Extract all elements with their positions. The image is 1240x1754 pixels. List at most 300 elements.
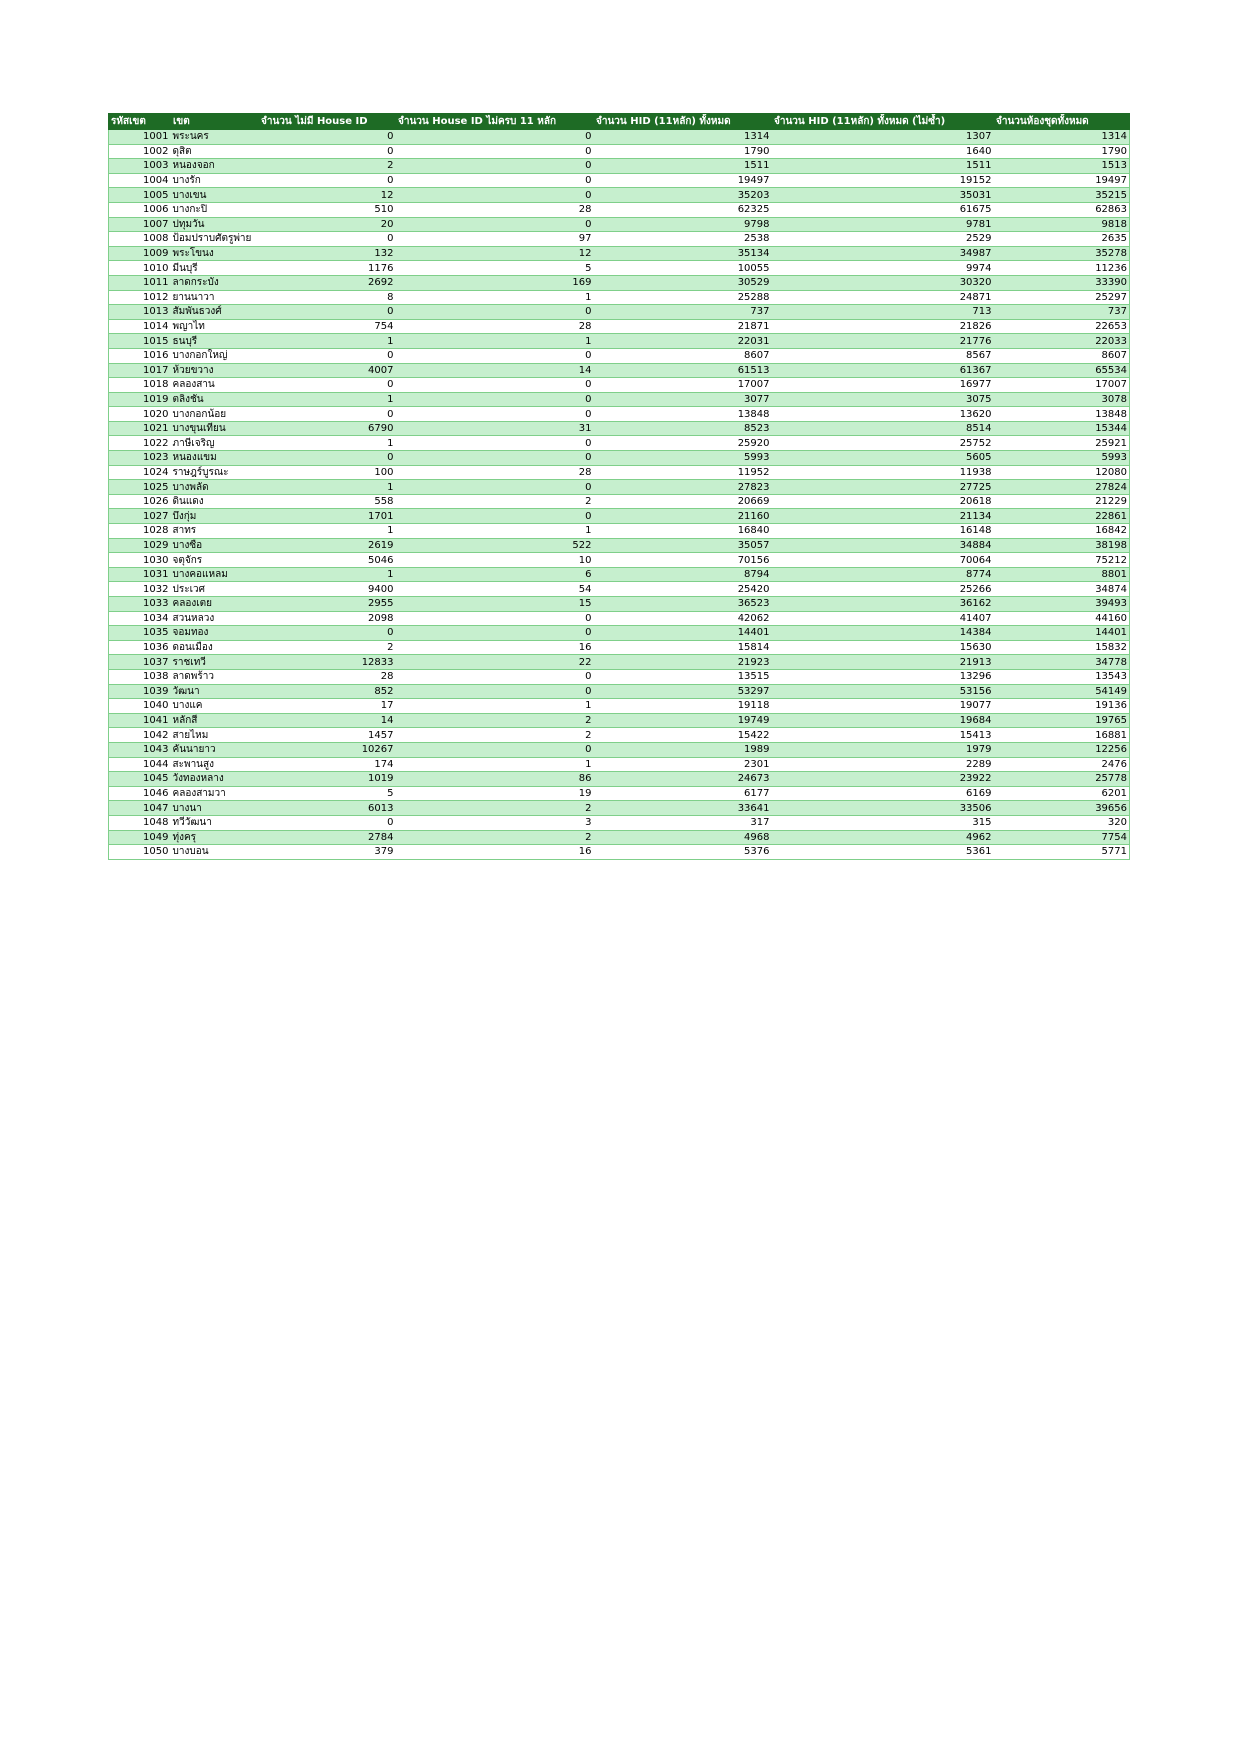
no-house-id-cell: 1176 [259,261,396,276]
no-house-id-cell: 2098 [259,611,396,626]
no-house-id-cell: 0 [259,451,396,466]
table-row [109,319,1130,334]
hid-total-cell: 2538 [594,232,772,247]
condo-total-cell: 22861 [994,509,1130,524]
hid-total-cell: 25920 [594,436,772,451]
incomplete-house-id-cell: 0 [396,451,594,466]
hid-total-cell: 19749 [594,713,772,728]
hid-total-cell: 13848 [594,407,772,422]
district-code-cell: 1046 [109,786,171,801]
column-header: จำนวน HID (11หลัก) ทั้งหมด [594,114,772,130]
incomplete-house-id-cell: 28 [396,319,594,334]
no-house-id-cell: 852 [259,684,396,699]
hid-unique-cell: 1307 [772,130,994,145]
district-name-cell: พระโขนง [171,246,259,261]
condo-total-cell: 13543 [994,669,1130,684]
district-code-cell: 1015 [109,334,171,349]
column-header: รหัสเขต [109,114,171,130]
hid-total-cell: 8794 [594,567,772,582]
district-name-cell: บางคอแหลม [171,567,259,582]
incomplete-house-id-cell: 0 [396,480,594,495]
hid-unique-cell: 4962 [772,830,994,845]
hid-total-cell: 21923 [594,655,772,670]
table-row [109,188,1130,203]
district-name-cell: บางเขน [171,188,259,203]
table-row [109,538,1130,553]
incomplete-house-id-cell: 0 [396,378,594,393]
hid-total-cell: 16840 [594,524,772,539]
condo-total-cell: 65534 [994,363,1130,378]
incomplete-house-id-cell: 0 [396,130,594,145]
district-code-cell: 1039 [109,684,171,699]
table-row [109,494,1130,509]
incomplete-house-id-cell: 1 [396,334,594,349]
hid-total-cell: 70156 [594,553,772,568]
district-name-cell: คลองเตย [171,597,259,612]
district-name-cell: ธนบุรี [171,334,259,349]
district-code-cell: 1025 [109,480,171,495]
hid-unique-cell: 13620 [772,407,994,422]
district-code-cell: 1029 [109,538,171,553]
condo-total-cell: 35278 [994,246,1130,261]
no-house-id-cell: 1457 [259,728,396,743]
district-name-cell: ตลิ่งชัน [171,392,259,407]
district-code-cell: 1021 [109,421,171,436]
district-name-cell: บึงกุ่ม [171,509,259,524]
hid-unique-cell: 24871 [772,290,994,305]
column-header: เขต [171,114,259,130]
table-row [109,465,1130,480]
header-row [109,114,1130,130]
no-house-id-cell: 1 [259,334,396,349]
incomplete-house-id-cell: 10 [396,553,594,568]
no-house-id-cell: 17 [259,699,396,714]
no-house-id-cell: 1 [259,567,396,582]
incomplete-house-id-cell: 2 [396,728,594,743]
condo-total-cell: 1790 [994,144,1130,159]
table-row [109,509,1130,524]
incomplete-house-id-cell: 0 [396,509,594,524]
district-name-cell: หลักสี่ [171,713,259,728]
hid-total-cell: 21160 [594,509,772,524]
hid-unique-cell: 11938 [772,465,994,480]
hid-total-cell: 36523 [594,597,772,612]
district-code-cell: 1017 [109,363,171,378]
hid-total-cell: 24673 [594,772,772,787]
district-name-cell: สวนหลวง [171,611,259,626]
table-row [109,713,1130,728]
table-row [109,772,1130,787]
district-code-cell: 1027 [109,509,171,524]
district-code-cell: 1008 [109,232,171,247]
district-code-cell: 1007 [109,217,171,232]
district-house-id-table [108,113,1130,860]
condo-total-cell: 22653 [994,319,1130,334]
table-row [109,173,1130,188]
condo-total-cell: 8801 [994,567,1130,582]
table-row [109,363,1130,378]
hid-unique-cell: 70064 [772,553,994,568]
district-code-cell: 1003 [109,159,171,174]
district-code-cell: 1013 [109,305,171,320]
condo-total-cell: 12256 [994,742,1130,757]
table-row [109,261,1130,276]
no-house-id-cell: 0 [259,144,396,159]
incomplete-house-id-cell: 0 [396,436,594,451]
table-row [109,684,1130,699]
hid-total-cell: 1989 [594,742,772,757]
hid-unique-cell: 1511 [772,159,994,174]
incomplete-house-id-cell: 0 [396,173,594,188]
hid-total-cell: 4968 [594,830,772,845]
hid-unique-cell: 2289 [772,757,994,772]
condo-total-cell: 14401 [994,626,1130,641]
hid-unique-cell: 34987 [772,246,994,261]
hid-unique-cell: 34884 [772,538,994,553]
district-name-cell: บางซื่อ [171,538,259,553]
district-name-cell: ปทุมวัน [171,217,259,232]
table-row [109,728,1130,743]
condo-total-cell: 7754 [994,830,1130,845]
no-house-id-cell: 0 [259,378,396,393]
hid-total-cell: 317 [594,815,772,830]
district-code-cell: 1043 [109,742,171,757]
hid-unique-cell: 16148 [772,524,994,539]
hid-total-cell: 22031 [594,334,772,349]
incomplete-house-id-cell: 3 [396,815,594,830]
district-name-cell: พระนคร [171,130,259,145]
district-code-cell: 1018 [109,378,171,393]
district-name-cell: ทุ่งครุ [171,830,259,845]
hid-total-cell: 35203 [594,188,772,203]
no-house-id-cell: 0 [259,348,396,363]
no-house-id-cell: 0 [259,407,396,422]
no-house-id-cell: 0 [259,232,396,247]
condo-total-cell: 5993 [994,451,1130,466]
condo-total-cell: 2476 [994,757,1130,772]
hid-total-cell: 35134 [594,246,772,261]
table-row [109,524,1130,539]
hid-total-cell: 8607 [594,348,772,363]
hid-unique-cell: 19077 [772,699,994,714]
hid-unique-cell: 16977 [772,378,994,393]
condo-total-cell: 38198 [994,538,1130,553]
condo-total-cell: 8607 [994,348,1130,363]
no-house-id-cell: 6790 [259,421,396,436]
district-code-cell: 1030 [109,553,171,568]
district-code-cell: 1012 [109,290,171,305]
no-house-id-cell: 100 [259,465,396,480]
no-house-id-cell: 1 [259,480,396,495]
column-header: จำนวนห้องชุดทั้งหมด [994,114,1130,130]
district-name-cell: บางนา [171,801,259,816]
table-row [109,699,1130,714]
district-name-cell: ดุสิต [171,144,259,159]
table-row [109,159,1130,174]
condo-total-cell: 13848 [994,407,1130,422]
incomplete-house-id-cell: 0 [396,159,594,174]
incomplete-house-id-cell: 86 [396,772,594,787]
table-row [109,290,1130,305]
no-house-id-cell: 379 [259,845,396,860]
condo-total-cell: 19136 [994,699,1130,714]
district-name-cell: หนองแขม [171,451,259,466]
no-house-id-cell: 132 [259,246,396,261]
no-house-id-cell: 558 [259,494,396,509]
no-house-id-cell: 2955 [259,597,396,612]
incomplete-house-id-cell: 2 [396,494,594,509]
no-house-id-cell: 2619 [259,538,396,553]
table-row [109,348,1130,363]
district-code-cell: 1047 [109,801,171,816]
condo-total-cell: 5771 [994,845,1130,860]
incomplete-house-id-cell: 0 [396,611,594,626]
column-header: จำนวน HID (11หลัก) ทั้งหมด (ไม่ซ้ำ) [772,114,994,130]
condo-total-cell: 27824 [994,480,1130,495]
no-house-id-cell: 0 [259,626,396,641]
hid-unique-cell: 21134 [772,509,994,524]
district-code-cell: 1032 [109,582,171,597]
condo-total-cell: 39493 [994,597,1130,612]
no-house-id-cell: 174 [259,757,396,772]
hid-unique-cell: 5605 [772,451,994,466]
condo-total-cell: 6201 [994,786,1130,801]
district-code-cell: 1037 [109,655,171,670]
no-house-id-cell: 0 [259,815,396,830]
district-name-cell: ยานนาวา [171,290,259,305]
incomplete-house-id-cell: 97 [396,232,594,247]
incomplete-house-id-cell: 2 [396,801,594,816]
district-code-cell: 1019 [109,392,171,407]
district-code-cell: 1004 [109,173,171,188]
hid-unique-cell: 9781 [772,217,994,232]
hid-unique-cell: 8567 [772,348,994,363]
district-code-cell: 1045 [109,772,171,787]
district-name-cell: มีนบุรี [171,261,259,276]
table-row [109,451,1130,466]
district-name-cell: บางแค [171,699,259,714]
condo-total-cell: 62863 [994,202,1130,217]
district-code-cell: 1011 [109,275,171,290]
condo-total-cell: 19765 [994,713,1130,728]
hid-total-cell: 14401 [594,626,772,641]
district-name-cell: สัมพันธวงศ์ [171,305,259,320]
condo-total-cell: 11236 [994,261,1130,276]
no-house-id-cell: 0 [259,173,396,188]
condo-total-cell: 12080 [994,465,1130,480]
no-house-id-cell: 2692 [259,275,396,290]
condo-total-cell: 19497 [994,173,1130,188]
district-code-cell: 1009 [109,246,171,261]
hid-total-cell: 62325 [594,202,772,217]
district-name-cell: ทวีวัฒนา [171,815,259,830]
hid-unique-cell: 25266 [772,582,994,597]
condo-total-cell: 75212 [994,553,1130,568]
no-house-id-cell: 2784 [259,830,396,845]
incomplete-house-id-cell: 16 [396,845,594,860]
incomplete-house-id-cell: 0 [396,144,594,159]
district-code-cell: 1041 [109,713,171,728]
incomplete-house-id-cell: 54 [396,582,594,597]
district-name-cell: สะพานสูง [171,757,259,772]
hid-unique-cell: 14384 [772,626,994,641]
table-row [109,217,1130,232]
table-row [109,334,1130,349]
district-code-cell: 1014 [109,319,171,334]
no-house-id-cell: 1701 [259,509,396,524]
table-row [109,553,1130,568]
hid-total-cell: 27823 [594,480,772,495]
condo-total-cell: 9818 [994,217,1130,232]
hid-unique-cell: 33506 [772,801,994,816]
condo-total-cell: 17007 [994,378,1130,393]
district-code-cell: 1050 [109,845,171,860]
table-row [109,305,1130,320]
incomplete-house-id-cell: 1 [396,699,594,714]
district-name-cell: ลาดพร้าว [171,669,259,684]
table-row [109,232,1130,247]
hid-total-cell: 19497 [594,173,772,188]
district-code-cell: 1005 [109,188,171,203]
hid-total-cell: 25288 [594,290,772,305]
condo-total-cell: 15832 [994,640,1130,655]
district-name-cell: ภาษีเจริญ [171,436,259,451]
table-row [109,669,1130,684]
hid-unique-cell: 13296 [772,669,994,684]
hid-total-cell: 737 [594,305,772,320]
district-name-cell: วัฒนา [171,684,259,699]
no-house-id-cell: 8 [259,290,396,305]
table-row [109,130,1130,145]
hid-unique-cell: 21826 [772,319,994,334]
no-house-id-cell: 0 [259,305,396,320]
district-name-cell: บางกอกน้อย [171,407,259,422]
hid-unique-cell: 19152 [772,173,994,188]
incomplete-house-id-cell: 28 [396,465,594,480]
district-name-cell: ราษฎร์บูรณะ [171,465,259,480]
table-row [109,567,1130,582]
no-house-id-cell: 20 [259,217,396,232]
no-house-id-cell: 6013 [259,801,396,816]
no-house-id-cell: 1 [259,524,396,539]
district-name-cell: ห้วยขวาง [171,363,259,378]
hid-total-cell: 10055 [594,261,772,276]
incomplete-house-id-cell: 19 [396,786,594,801]
district-name-cell: จตุจักร [171,553,259,568]
hid-total-cell: 15422 [594,728,772,743]
incomplete-house-id-cell: 31 [396,421,594,436]
district-name-cell: ป้อมปราบศัตรูพ่าย [171,232,259,247]
hid-unique-cell: 15413 [772,728,994,743]
district-code-cell: 1036 [109,640,171,655]
district-code-cell: 1049 [109,830,171,845]
table-row [109,246,1130,261]
hid-unique-cell: 19684 [772,713,994,728]
no-house-id-cell: 12 [259,188,396,203]
hid-total-cell: 21871 [594,319,772,334]
column-header: จำนวน ไม่มี House ID [259,114,396,130]
hid-unique-cell: 1979 [772,742,994,757]
no-house-id-cell: 510 [259,202,396,217]
district-code-cell: 1031 [109,567,171,582]
district-name-cell: ดินแดง [171,494,259,509]
hid-total-cell: 5993 [594,451,772,466]
district-code-cell: 1022 [109,436,171,451]
incomplete-house-id-cell: 14 [396,363,594,378]
hid-total-cell: 15814 [594,640,772,655]
district-code-cell: 1035 [109,626,171,641]
incomplete-house-id-cell: 0 [396,742,594,757]
district-name-cell: ประเวศ [171,582,259,597]
district-code-cell: 1010 [109,261,171,276]
district-code-cell: 1020 [109,407,171,422]
table-row [109,640,1130,655]
hid-unique-cell: 30320 [772,275,994,290]
table-row [109,392,1130,407]
table-row [109,655,1130,670]
hid-total-cell: 25420 [594,582,772,597]
hid-unique-cell: 23922 [772,772,994,787]
district-name-cell: ดอนเมือง [171,640,259,655]
district-code-cell: 1038 [109,669,171,684]
district-name-cell: สายไหม [171,728,259,743]
incomplete-house-id-cell: 28 [396,202,594,217]
condo-total-cell: 22033 [994,334,1130,349]
hid-total-cell: 61513 [594,363,772,378]
condo-total-cell: 21229 [994,494,1130,509]
district-name-cell: บางกอกใหญ่ [171,348,259,363]
hid-total-cell: 2301 [594,757,772,772]
hid-total-cell: 5376 [594,845,772,860]
condo-total-cell: 39656 [994,801,1130,816]
hid-unique-cell: 2529 [772,232,994,247]
hid-unique-cell: 61367 [772,363,994,378]
condo-total-cell: 2635 [994,232,1130,247]
district-code-cell: 1023 [109,451,171,466]
incomplete-house-id-cell: 0 [396,348,594,363]
district-code-cell: 1040 [109,699,171,714]
incomplete-house-id-cell: 5 [396,261,594,276]
hid-unique-cell: 27725 [772,480,994,495]
hid-unique-cell: 6169 [772,786,994,801]
incomplete-house-id-cell: 0 [396,188,594,203]
hid-total-cell: 30529 [594,275,772,290]
no-house-id-cell: 5 [259,786,396,801]
no-house-id-cell: 754 [259,319,396,334]
hid-total-cell: 6177 [594,786,772,801]
hid-total-cell: 13515 [594,669,772,684]
incomplete-house-id-cell: 22 [396,655,594,670]
table-row [109,582,1130,597]
table-row [109,597,1130,612]
table-row [109,378,1130,393]
no-house-id-cell: 1019 [259,772,396,787]
no-house-id-cell: 1 [259,392,396,407]
district-name-cell: บางรัก [171,173,259,188]
hid-unique-cell: 15630 [772,640,994,655]
hid-total-cell: 42062 [594,611,772,626]
district-code-cell: 1028 [109,524,171,539]
spreadsheet-page [108,113,1129,860]
table-row [109,407,1130,422]
incomplete-house-id-cell: 169 [396,275,594,290]
condo-total-cell: 16842 [994,524,1130,539]
no-house-id-cell: 14 [259,713,396,728]
district-name-cell: คลองสามวา [171,786,259,801]
condo-total-cell: 35215 [994,188,1130,203]
hid-unique-cell: 8774 [772,567,994,582]
condo-total-cell: 737 [994,305,1130,320]
